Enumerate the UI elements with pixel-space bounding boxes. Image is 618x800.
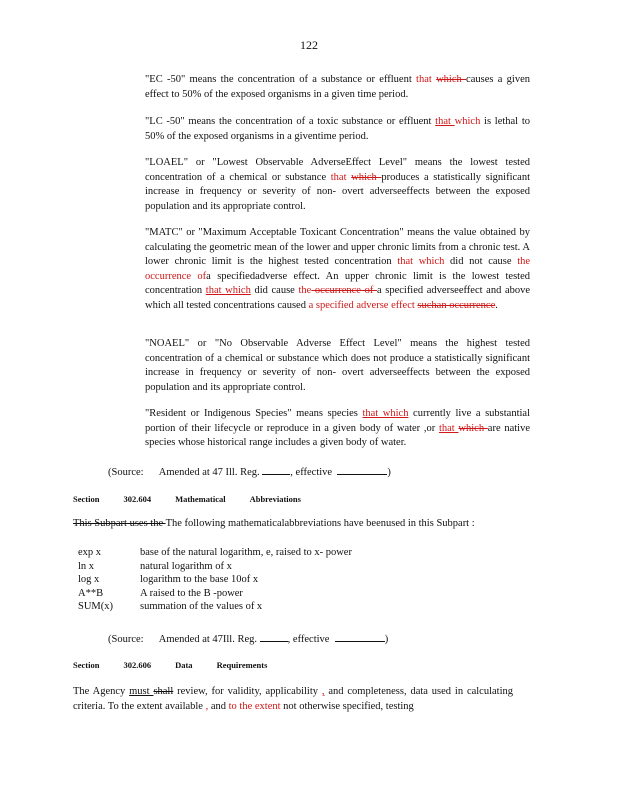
data-requirements-paragraph (73, 685, 513, 714)
text-run: , (205, 700, 209, 712)
abbreviation-symbol: A**B (78, 587, 104, 599)
text-run: The following mathematicalabbreviations have beenused in this Subpart : (165, 518, 475, 529)
text-run: that (435, 116, 455, 127)
text-run: a specified adverseeffect and above which all tested concentrations caused (145, 285, 531, 311)
text-run: must (129, 686, 154, 697)
blank-line (335, 630, 385, 642)
text-run: "LOAEL" or "Lowest Observable AdverseEffect Level" means the lowest tested concentration of a chemical or substance (145, 157, 530, 183)
abbreviation-symbol: SUM(x) (78, 601, 114, 612)
text-run: that which (205, 285, 251, 296)
blank-line (260, 630, 288, 642)
text-run: suchan occurrence (417, 299, 496, 311)
text-run: This Subpart uses the (73, 518, 166, 529)
page-number: 122 (300, 38, 318, 52)
text-run: the (298, 285, 312, 296)
text-run: and (208, 700, 229, 712)
text-run: "NOAEL" or "No Observable Adverse Effect Level" means the highest tested concentration of a chemical or substance which does not produce a statistically significant increase in frequency or severity of non- overt adverseeffects between the exposed population and its appropriate control. (145, 338, 530, 393)
text-run: review, for validity, applicability (173, 686, 322, 697)
text-run: that which (362, 408, 409, 419)
abbreviation-symbol: ln x (78, 560, 95, 572)
text-run: which (351, 171, 382, 183)
definition-resident-species (145, 407, 530, 451)
abbreviation-row (78, 546, 352, 560)
text-run: produces a statistically significant increase in frequency or severity of non- overt adverseeffects between the exposed population and its appropriate control. (145, 171, 530, 212)
text-run: the occurrence (145, 256, 531, 282)
text-run: . (495, 299, 498, 311)
text-run: that (416, 74, 437, 85)
abbreviation-row (78, 573, 352, 587)
text-run: are native species whose historical range includes a given body of water. (145, 422, 530, 448)
abbreviation-description: natural logarithm of x (140, 560, 232, 572)
text-run: to the extent (228, 700, 281, 712)
text-run: did cause (250, 285, 299, 296)
text-run: currently live a substantial portion of their lifecycle or reproduce in a given body of water ,or (145, 408, 531, 434)
section-heading-302-604: Section 302.604 Mathematical Abbreviations (73, 494, 301, 504)
text-run: "LC -50" means the concentration of a toxic substance or effluent (145, 116, 436, 127)
text-run: "EC -50" means the concentration of a substance or effluent (145, 74, 417, 85)
text-run: causes a given effect to 50% of the exposed organisms in a given time period. (145, 74, 530, 100)
abbreviation-description: logarithm to the base 10of x (140, 574, 259, 585)
definition-loael (145, 156, 530, 214)
text-run: that (330, 171, 352, 183)
definition-ec50 (145, 73, 530, 102)
abbreviation-row (78, 600, 352, 614)
text-run: is lethal to 50% of the exposed organisms in a giventime period. (145, 116, 530, 142)
text-run: which (436, 74, 467, 85)
source-note-1: (Source: Amended at 47 Ill. Reg. , effective ) (108, 463, 391, 478)
text-run: , (321, 686, 325, 697)
text-run: which (458, 422, 488, 434)
blank-line (337, 463, 387, 475)
text-run: that (438, 422, 459, 434)
abbreviation-row (78, 587, 352, 601)
text-run: did not cause (444, 256, 518, 267)
definition-noael (145, 337, 530, 395)
text-run: and completeness, data used in calculating criteria. To the extent available (73, 686, 514, 712)
text-run: a specifiedadverse effect. An upper chronic limit is the lowest tested concentration (145, 270, 531, 296)
abbreviations-intro (73, 518, 543, 529)
text-run: of (191, 270, 207, 282)
abbreviation-description: A raised to the B -power (140, 587, 243, 599)
section-heading-302-606: Section 302.606 Data Requirements (73, 660, 268, 670)
abbreviation-symbol: log x (78, 574, 100, 585)
abbreviation-list (78, 546, 352, 614)
text-run: "Resident or Indigenous Species" means species (145, 408, 363, 419)
definition-lc50 (145, 115, 530, 144)
blank-line (262, 463, 290, 475)
abbreviation-description: summation of the values of x (140, 601, 263, 612)
abbreviation-symbol: exp x (78, 547, 102, 558)
text-run: occurrence of (311, 285, 377, 296)
text-run: shall (153, 686, 174, 697)
text-run: The Agency (73, 686, 130, 697)
text-run: that which (397, 256, 445, 267)
text-run: not otherwise specified, testing (280, 700, 414, 712)
abbreviation-row (78, 560, 352, 574)
abbreviation-description: base of the natural logarithm, e, raised to x- power (140, 547, 352, 558)
text-run: a specified adverse effect (308, 299, 418, 311)
definition-matc (145, 226, 530, 313)
text-run: which (454, 116, 481, 127)
text-run: "MATC" or "Maximum Acceptable Toxicant Concentration" means the value obtained by calculating the geometric mean of the lower and upper chronic limits from a chronic test. A lower chronic limit is the highest tested concentration (145, 227, 530, 267)
source-note-2: (Source: Amended at 47Ill. Reg. , effective ) (108, 630, 388, 645)
